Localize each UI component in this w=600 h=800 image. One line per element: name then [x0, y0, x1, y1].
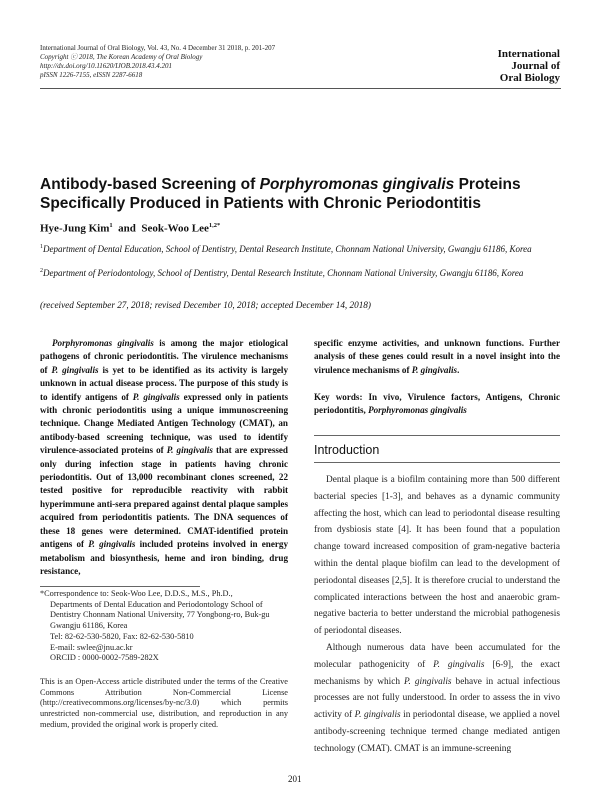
correspondence-line: Dentistry Chonnam National University, 77 Yongbong-ro, Buk-gu — [50, 610, 270, 620]
author-list: Hye-Jung Kim$^1$ and Seok-Woo Lee$^{1,2*}$ — [40, 222, 221, 235]
section-divider-top — [314, 435, 560, 436]
journal-name-line2: Journal of — [511, 60, 560, 72]
section-heading-introduction: Introduction — [314, 443, 380, 457]
paper-title: Antibody-based Screening of Porphyromonas gingivalis Proteins Specifically Produced in Patients with Chronic Periodontitis — [40, 176, 521, 212]
keywords: Key words: In vivo, Virulence factors, Antigens, Chronic periodontitis, Porphyromonas gingivalis — [314, 392, 560, 416]
affiliation-2: $^2$Department of Periodontology, School of Dentistry, Dental Research Institute, Chonnam National University, Gwangju 61186, Korea — [40, 268, 524, 278]
header-copyright: Copyright ⓒ 2018, The Korean Academy of Oral Biology — [40, 53, 203, 61]
journal-name-line1: International — [497, 48, 560, 60]
intro-paragraph-2: Although numerous data have been accumulated for the molecular pathogenicity of P. gingivalis [6-9], the exact mechanisms by which P. gingivalis behave in actual infectious processes are not fully understood. In order to assess the in vivo activity of P. gingivalis in periodontal disease, we applied a novel antibody-screening technique termed change mediated antigen technology (CMAT). CMAT is an immune-screening — [314, 642, 560, 754]
header-citation: International Journal of Oral Biology, Vol. 43, No. 4 December 31 2018, p. 201-207 — [40, 44, 276, 52]
affiliation-1: $^1$Department of Dental Education, School of Dentistry, Dental Research Institute, Chonnam National University, Gwangju 61186, Korea — [40, 244, 532, 254]
section-divider-bottom — [314, 462, 560, 463]
correspondence-orcid: ORCID : 0000-0002-7589-282X — [50, 653, 159, 663]
introduction-body — [314, 472, 560, 758]
page-number: 201 — [288, 774, 302, 784]
correspondence-line: Gwangju 61186, Korea — [50, 621, 128, 631]
journal-name-line3: Oral Biology — [499, 72, 560, 84]
license-notice: This is an Open-Access article distributed under the terms of the Creative Commons Attribution Non-Commercial License (http://creativecommons.org/licenses/by-nc/3.0) which permits unrestricted non-commercial use, distribution, and reproduction in any medium, provided the original work is properly cited. — [40, 677, 288, 729]
journal-logo-text — [490, 48, 560, 84]
header-issn: pISSN 1226-7155, eISSN 2287-6618 — [40, 71, 143, 79]
author-name: Seok-Woo Lee — [141, 222, 209, 235]
abstract-right: specific enzyme activities, and unknown functions. Further analysis of these genes could result in a novel insight into the virulence mechanisms of P. gingivalis. — [314, 338, 560, 375]
correspondence-phone: Tel: 82-62-530-5820, Fax: 82-62-530-5810 — [50, 631, 194, 641]
correspondence-line: Departments of Dental Education and Periodontology School of — [50, 599, 263, 609]
header-doi-link[interactable]: http://dx.doi.org/10.11620/IJOB.2018.43.4.201 — [40, 62, 173, 70]
received-dates: (received September 27, 2018; revised December 10, 2018; accepted December 14, 2018) — [40, 300, 371, 310]
abstract-left: Porphyromonas gingivalis is among the major etiological pathogens of chronic periodontitis. The virulence mechanisms of P. gingivalis is yet to be identified as its activity is largely unknown in actual disease process. The purpose of this study is to identify antigens of P. gingivalis expressed only in patients with chronic periodontitis using a unique immunoscreening technique. Change Mediated Antigen Technology (CMAT), an antibody-based screening technique, was used to identify virulence-associated proteins of P. gingivalis that are expressed only during infection stage in patients having chronic periodontitis. Out of 13,000 recombinant clones screened, 22 tested positive for reproducible reactivity with rabbit hyperimmune anti-sera prepared against dental plaque samples acquired from periodontitis patients. The DNA sequences of these 18 genes were determined. CMAT-identified protein antigens of P. gingivalis included proteins involved in energy metabolism and biosynthesis, heme and iron binding, drug resistance, — [40, 338, 289, 576]
correspondence-email[interactable]: E-mail: swlee@jnu.ac.kr — [50, 642, 133, 652]
journal-header — [40, 44, 275, 80]
correspondence-block — [40, 589, 288, 664]
author-conjunction: and — [118, 222, 136, 235]
header-divider — [40, 88, 561, 89]
author-name: Hye-Jung Kim — [40, 222, 110, 235]
footnote-divider — [40, 586, 200, 587]
correspondence-line: *Correspondence to: Seok-Woo Lee, D.D.S., M.S., Ph.D., — [40, 589, 233, 598]
intro-paragraph-1: Dental plaque is a biofilm containing more than 500 different bacterial species [1-3], and behaves as a dynamic community affecting the host, which can lead to periodontal disease resulting from dysbiosis state [4]. It has been found that a population change toward increased composition of gram-negative bacteria within the dental plaque biofilm can lead to the development of periodontal diseases [2,5]. It is therefore crucial to understand the complicated interactions between the host and anaerobic gram-negative bacteria to better understand the microbial pathogenesis of periodontal diseases. — [314, 475, 560, 637]
